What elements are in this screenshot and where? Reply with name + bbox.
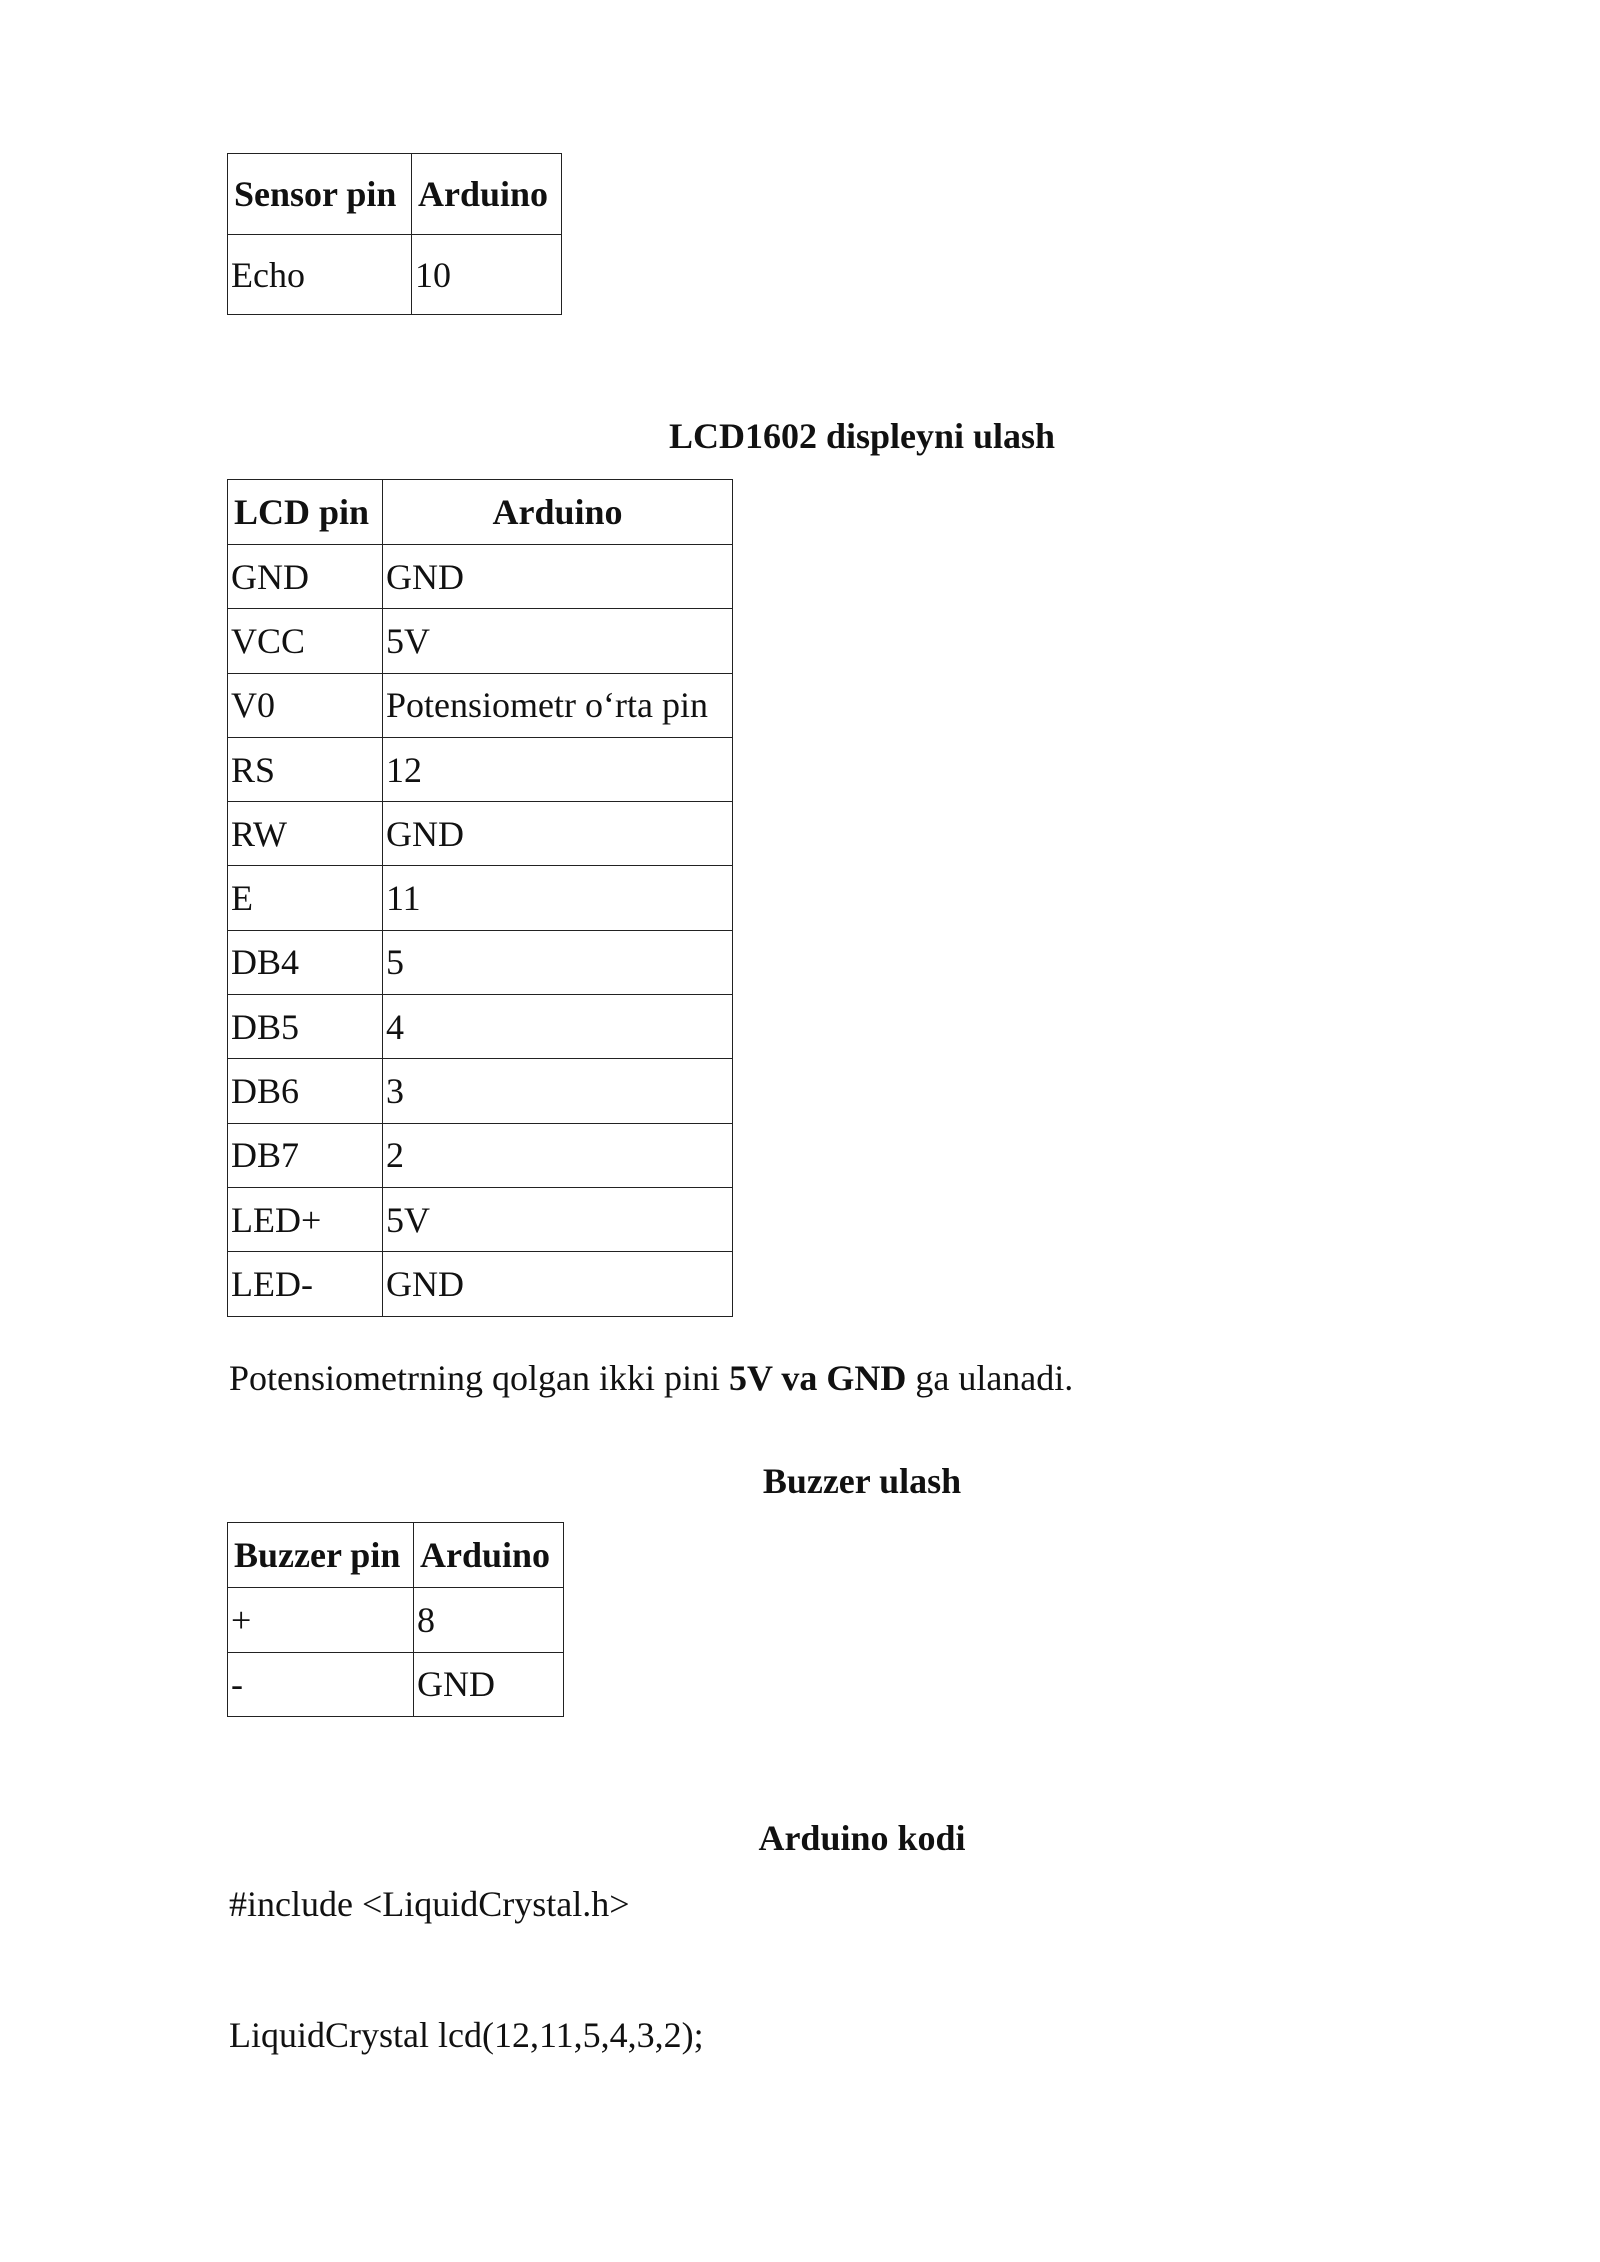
- lcd-section-heading: LCD1602 displeyni ulash: [668, 416, 1056, 456]
- table-row: [228, 1059, 733, 1123]
- buzzer-pin-table: [227, 1522, 564, 1717]
- table-cell: 10: [412, 235, 562, 315]
- table-cell: 4: [383, 995, 733, 1059]
- table-header: Buzzer pin: [228, 1523, 414, 1588]
- table-cell: -: [228, 1652, 414, 1717]
- table-cell: DB4: [228, 930, 383, 994]
- table-cell: GND: [383, 802, 733, 866]
- table-cell: 3: [383, 1059, 733, 1123]
- table-header: Arduino: [412, 154, 562, 235]
- table-row: [228, 545, 733, 609]
- table-cell: DB5: [228, 995, 383, 1059]
- table-cell: E: [228, 866, 383, 930]
- sensor-pin-table: [227, 153, 562, 315]
- note-bold-text: 5V va GND: [728, 1358, 907, 1398]
- code-line: #include <LiquidCrystal.h>: [229, 1884, 630, 1924]
- table-row: [228, 235, 562, 315]
- table-cell: LED-: [228, 1252, 383, 1316]
- table-row: [228, 609, 733, 673]
- note-text: ga ulanadi.: [906, 1358, 1074, 1398]
- code-line: LiquidCrystal lcd(12,11,5,4,3,2);: [229, 2015, 704, 2055]
- table-cell: VCC: [228, 609, 383, 673]
- table-cell: 11: [383, 866, 733, 930]
- table-header: LCD pin: [228, 480, 383, 545]
- table-cell: 5V: [383, 1187, 733, 1251]
- note-text: Potensiometrning qolgan ikki pini: [229, 1358, 729, 1398]
- table-cell: GND: [414, 1652, 564, 1717]
- code-section-heading: Arduino kodi: [758, 1818, 966, 1858]
- table-row: [228, 1123, 733, 1187]
- table-row: [228, 802, 733, 866]
- table-row: [228, 673, 733, 737]
- table-cell: 5V: [383, 609, 733, 673]
- table-cell: GND: [383, 1252, 733, 1316]
- table-row: [228, 930, 733, 994]
- table-cell: 12: [383, 737, 733, 801]
- table-row: [228, 1652, 564, 1717]
- lcd-pin-table: [227, 479, 733, 1317]
- table-cell: 8: [414, 1588, 564, 1653]
- table-row: [228, 1187, 733, 1251]
- table-cell: 5: [383, 930, 733, 994]
- table-cell: RW: [228, 802, 383, 866]
- table-header: Arduino: [383, 480, 733, 545]
- table-cell: V0: [228, 673, 383, 737]
- table-cell: DB7: [228, 1123, 383, 1187]
- buzzer-section-heading: Buzzer ulash: [762, 1461, 962, 1501]
- table-row: [228, 737, 733, 801]
- table-header: Arduino: [414, 1523, 564, 1588]
- table-row: [228, 866, 733, 930]
- table-cell: RS: [228, 737, 383, 801]
- table-header: Sensor pin: [228, 154, 412, 235]
- table-cell: DB6: [228, 1059, 383, 1123]
- table-cell: Echo: [228, 235, 412, 315]
- table-cell: GND: [383, 545, 733, 609]
- table-cell: LED+: [228, 1187, 383, 1251]
- table-cell: +: [228, 1588, 414, 1653]
- table-row: [228, 1588, 564, 1653]
- potentiometer-note: [229, 1360, 1073, 1396]
- table-cell: 2: [383, 1123, 733, 1187]
- table-row: [228, 1252, 733, 1316]
- table-cell: Potensiometr o‘rta pin: [383, 673, 733, 737]
- table-row: [228, 995, 733, 1059]
- table-cell: GND: [228, 545, 383, 609]
